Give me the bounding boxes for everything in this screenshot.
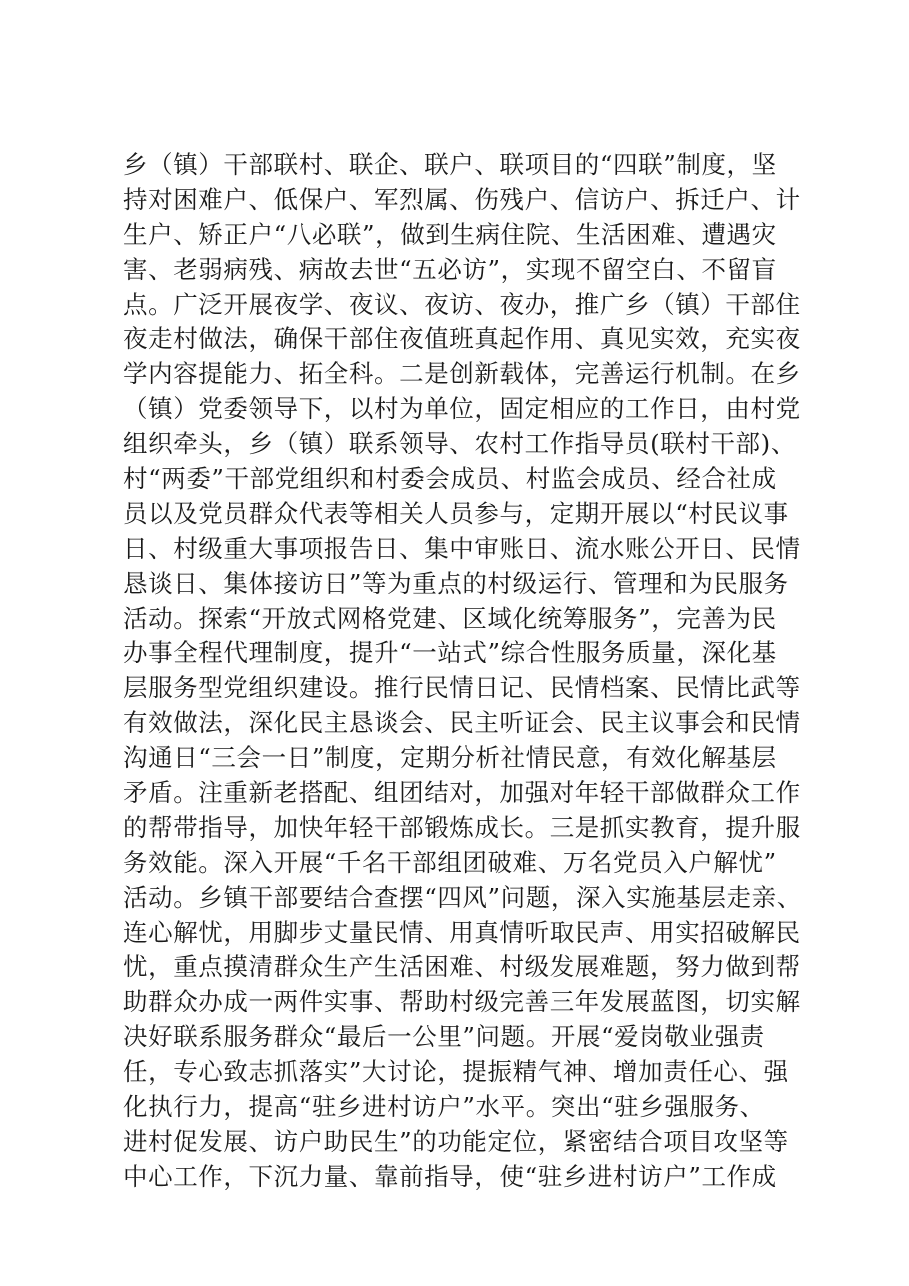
text-line: 恳谈日、集体接访日”等为重点的村级运行、管理和为民服务 [123, 568, 789, 598]
text-line: 学内容提能力、拓全科。二是创新载体，完善运行机制。在乡 [123, 359, 801, 389]
text-line: 忧，重点摸清群众生产生活困难、村级发展难题，努力做到帮 [123, 952, 801, 982]
text-line: 务效能。深入开展“千名干部组团破难、万名党员入户解忧” [123, 847, 777, 877]
text-line: 层服务型党组织建设。推行民情日记、民情档案、民情比武等 [123, 673, 801, 703]
text-line: 村“两委”干部党组织和村委会成员、村监会成员、经合社成 [123, 464, 777, 494]
text-line: 乡（镇）干部联村、联企、联户、联项目的“四联”制度，坚 [123, 150, 777, 179]
text-line: 连心解忧，用脚步丈量民情、用真情听取民声、用实招破解民 [123, 917, 801, 947]
body-paragraph [123, 148, 823, 1195]
text-line: 活动。乡镇干部要结合查摆“四风”问题，深入实施基层走亲、 [123, 882, 802, 912]
text-line: 中心工作，下沉力量、靠前指导，使“驻乡进村访户”工作成 [123, 1161, 777, 1191]
text-line: 员以及党员群众代表等相关人员参与，定期开展以“村民议事 [123, 498, 789, 528]
text-line: 持对困难户、低保户、军烈属、伤残户、信访户、拆迁户、计 [123, 184, 801, 214]
text-line: 助群众办成一两件实事、帮助村级完善三年发展蓝图，切实解 [123, 987, 801, 1017]
text-line: 活动。探索“开放式网格党建、区域化统筹服务”，完善为民 [123, 603, 777, 633]
text-line: 沟通日“三会一日”制度，定期分析社情民意，有效化解基层 [123, 743, 777, 773]
text-line: 决好联系服务群众“最后一公里”问题。开展“爱岗敬业强责 [123, 1022, 765, 1052]
text-line: 害、老弱病残、病故去世“五必访”，实现不留空白、不留盲 [123, 254, 777, 284]
text-line: 点。广泛开展夜学、夜议、夜访、夜办，推广乡（镇）干部住 [123, 289, 801, 319]
text-line: 任，专心致志抓落实”大讨论，提振精气神、增加责任心、强 [123, 1057, 789, 1087]
text-line: 办事全程代理制度，提升“一站式”综合性服务质量，深化基 [123, 638, 777, 668]
text-line: 矛盾。注重新老搭配、组团结对，加强对年轻干部做群众工作 [123, 778, 801, 808]
text-line: （镇）党委领导下，以村为单位，固定相应的工作日，由村党 [123, 394, 801, 424]
text-line: 的帮带指导，加快年轻干部锻炼成长。三是抓实教育，提升服 [123, 812, 801, 842]
text-line: 进村促发展、访户助民生”的功能定位，紧密结合项目攻坚等 [123, 1126, 789, 1156]
text-line: 有效做法，深化民主恳谈会、民主听证会、民主议事会和民情 [123, 708, 801, 738]
text-line: 化执行力，提高“驻乡进村访户”水平。突出“驻乡强服务、 [123, 1092, 765, 1122]
text-line: 夜走村做法，确保干部住夜值班真起作用、真见实效，充实夜 [123, 324, 801, 354]
text-line: 生户、矫正户“八必联”，做到生病住院、生活困难、遭遇灾 [123, 219, 777, 249]
text-line: 组织牵头，乡（镇）联系领导、农村工作指导员(联村干部)、 [123, 429, 796, 459]
text-line: 日、村级重大事项报告日、集中审账日、流水账公开日、民情 [123, 533, 801, 563]
